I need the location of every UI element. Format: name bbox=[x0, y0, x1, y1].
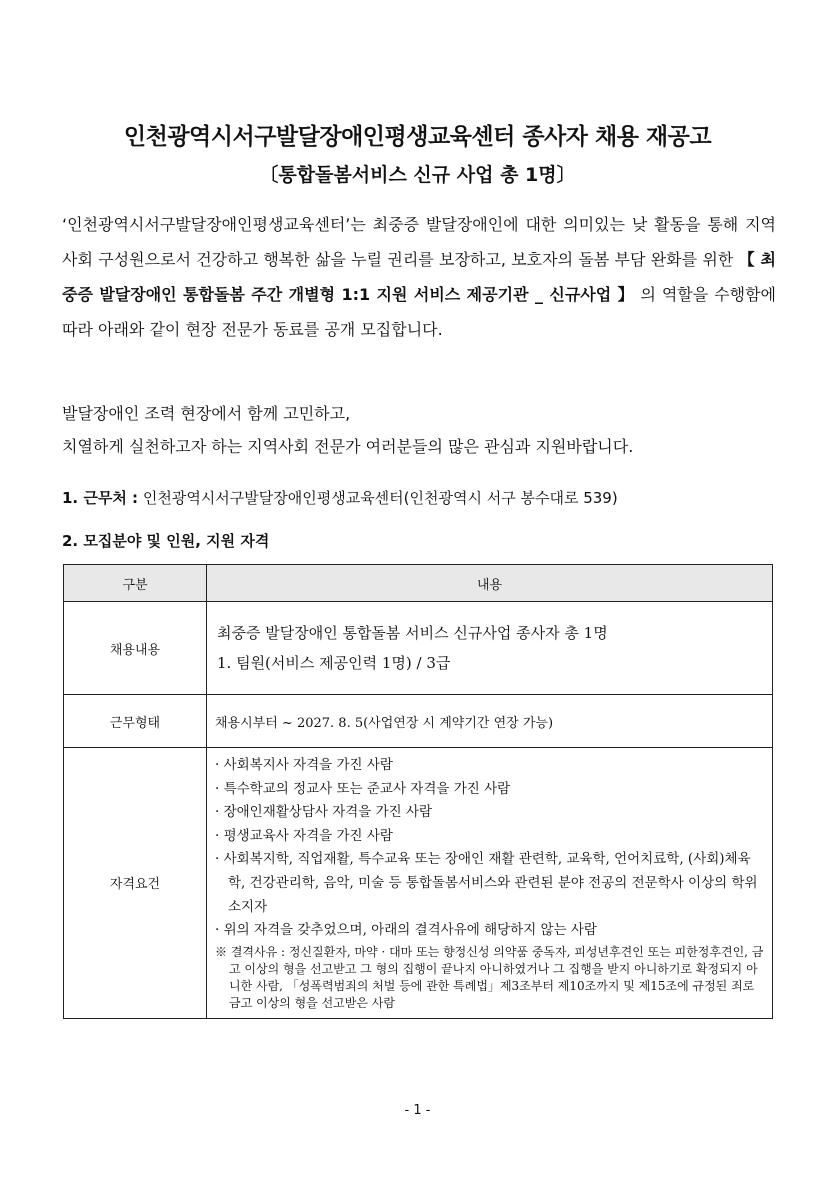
table-row bbox=[64, 695, 773, 748]
workplace-value: 인천광역시서구발달장애인평생교육센터(인천광역시 서구 봉수대로 539) bbox=[142, 489, 618, 507]
list-item: · 위의 자격을 갖추었으며, 아래의 결격사유에 해당하지 않는 사람 bbox=[215, 922, 597, 939]
table-row bbox=[64, 748, 773, 1019]
page-title: 인천광역시서구발달장애인평생교육센터 종사자 채용 재공고 bbox=[123, 124, 712, 150]
row-content-qualifications bbox=[207, 748, 773, 1019]
hiring-line-2: 1. 팀원(서비스 제공인력 1명) / 3급 bbox=[217, 654, 451, 672]
hiring-line-1: 최중증 발달장애인 통합돌봄 서비스 신규사업 종사자 총 1명 bbox=[217, 624, 608, 642]
intro-highlight: 【 최중증 발달장애인 통합돌봄 주간 개별형 1:1 지원 서비스 제공기관 _ 신규사업 】 bbox=[62, 250, 776, 304]
qualification-list bbox=[215, 754, 764, 943]
page-subtitle: 〔통합돌봄서비스 신규 사업 총 1명〕 bbox=[259, 164, 576, 186]
row-label-qualifications: 자격요건 bbox=[64, 748, 207, 1019]
closing-line-2: 치열하게 실천하고자 하는 지역사회 전문가 여러분들의 많은 관심과 지원바랍니다. bbox=[62, 437, 634, 456]
workplace-label: 1. 근무처 : bbox=[62, 489, 139, 507]
recruitment-table bbox=[63, 564, 773, 1019]
list-item: · 평생교육사 자격을 가진 사람 bbox=[215, 827, 393, 844]
closing-line-1: 발달장애인 조력 현장에서 함께 고민하고, bbox=[62, 404, 351, 423]
intro-text-a: ‘인천광역시서구발달장애인평생교육센터’는 최중증 발달장애인에 대한 의미있는 낮 활동을 통해 지역사회 구성원으로서 건강하고 행복한 삶을 누릴 권리를 보장하고, 보호자의 돌봄 부담 완화를 위한 bbox=[62, 215, 776, 269]
page-number: - 1 - bbox=[404, 1103, 431, 1118]
section-recruitment-heading: 2. 모집분야 및 인원, 지원 자격 bbox=[62, 532, 270, 550]
header-content: 내용 bbox=[207, 565, 773, 602]
row-content-employment: 채용시부터 ~ 2027. 8. 5(사업연장 시 계약기간 연장 가능) bbox=[207, 695, 773, 748]
list-item: · 장애인재활상담사 자격을 가진 사람 bbox=[215, 804, 433, 821]
intro-text-b: 의 역할을 수행함에 따라 아래와 같이 현장 전문가 동료를 공개 모집합니다. bbox=[62, 285, 776, 339]
header-category: 구분 bbox=[64, 565, 207, 602]
row-content-hiring bbox=[207, 602, 773, 695]
table-row bbox=[64, 602, 773, 695]
section-workplace bbox=[62, 487, 618, 508]
intro-paragraph bbox=[62, 207, 776, 347]
row-label-employment: 근무형태 bbox=[64, 695, 207, 748]
disqualification-note: ※ 결격사유 : 정신질환자, 마약 · 대마 또는 향정신성 의약품 중독자, 피성년후견인 또는 피한정후견인, 금고 이상의 형을 선고받고 그 형의 집행이 끝나지 아니하였거나 그 집행을 받지 아니하기로 확정되지 아니한 사람, 「성폭력범죄의 처벌 등에 관한 특례법」제3조부터 제10조까지 및 제15조에 규정된 죄로 금고 이상의 형을 선고받은 사람 bbox=[215, 944, 764, 1010]
list-item: · 특수학교의 정교사 또는 준교사 자격을 가진 사람 bbox=[215, 780, 511, 797]
list-item: · 사회복지학, 직업재활, 특수교육 또는 장애인 재활 관련학, 교육학, 언어치료학, (사회)체육학, 건강관리학, 음악, 미술 등 통합돌봄서비스와 관련된 분야 전공의 전문학사 이상의 학위 소지자 bbox=[215, 851, 758, 915]
list-item: · 사회복지사 자격을 가진 사람 bbox=[215, 757, 393, 773]
closing-paragraph bbox=[62, 397, 776, 463]
table-header-row bbox=[64, 565, 773, 602]
row-label-hiring: 채용내용 bbox=[64, 602, 207, 695]
